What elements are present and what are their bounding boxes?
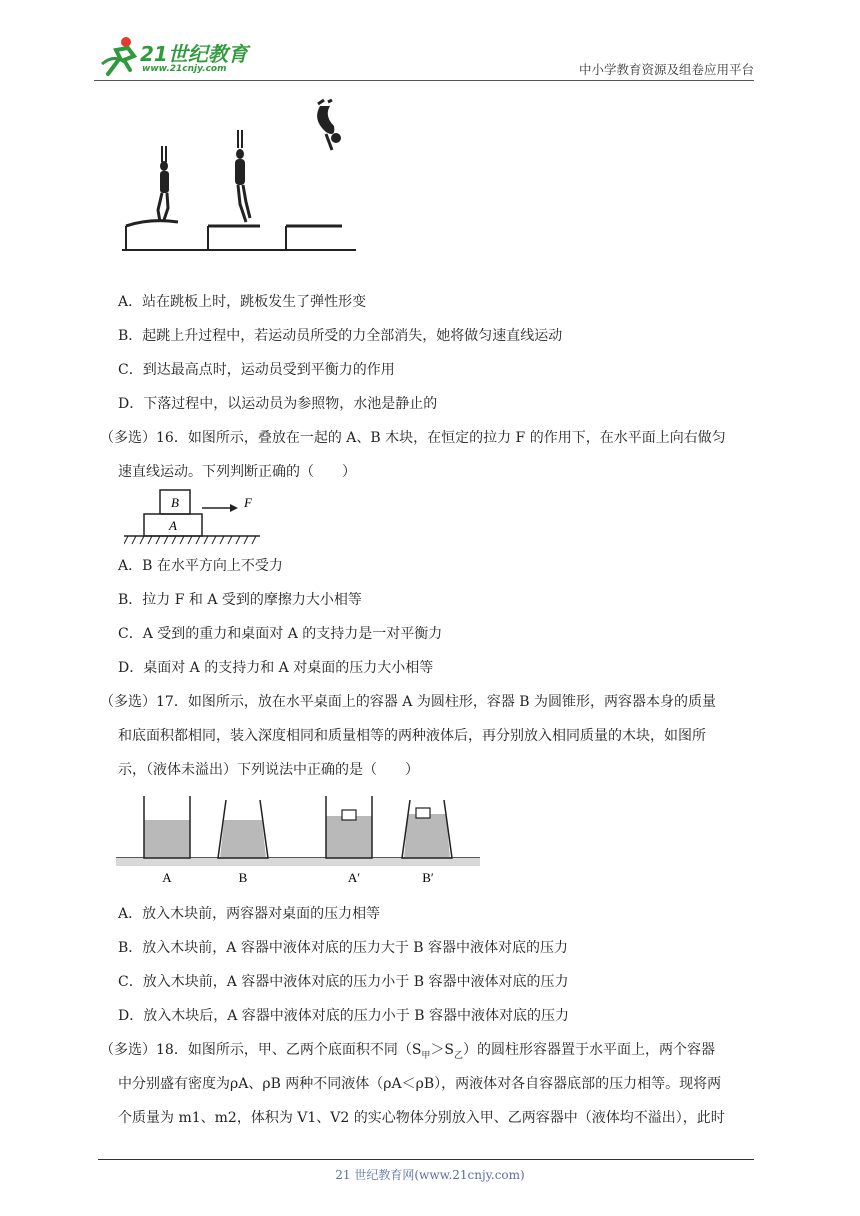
container-b-label: B <box>238 870 248 885</box>
q16-stem-line1: （多选）16．如图所示，叠放在一起的 A、B 木块，在恒定的拉力 F 的作用下，在水平面上向右做匀 <box>100 430 726 446</box>
q17-option-b: B．放入木块前，A 容器中液体对底的压力大于 B 容器中液体对底的压力 <box>118 940 569 956</box>
diving-figure <box>120 98 360 254</box>
block-b-label: B <box>171 495 179 510</box>
container-a-label: A <box>162 870 172 885</box>
q18-line1-a: （多选）18．如图所示，甲、乙两个底面积不同（S <box>100 1042 422 1058</box>
q15-option-d: D．下落过程中，以运动员为参照物，水池是静止的 <box>118 396 438 412</box>
q16-option-b: B．拉力 F 和 A 受到的摩擦力大小相等 <box>118 592 362 608</box>
header-divider <box>94 80 754 81</box>
q17-option-c: C．放入木块前，A 容器中液体对底的压力小于 B 容器中液体对底的压力 <box>118 974 569 990</box>
q17-option-a: A．放入木块前，两容器对桌面的压力相等 <box>118 906 381 922</box>
q17-stem-line3: 示，（液体未溢出）下列说法中正确的是（ ） <box>118 762 419 778</box>
q15-option-b: B．起跳上升过程中，若运动员所受的力全部消失，她将做匀速直线运动 <box>118 328 563 344</box>
q15-option-a: A．站在跳板上时，跳板发生了弹性形变 <box>118 294 367 310</box>
q18-stem-line2: 中分别盛有密度为ρA、ρB 两种不同液体（ρA＜ρB），两液体对各自容器底部的压力相等。现将两 <box>118 1076 722 1092</box>
block-figure <box>124 488 264 546</box>
q17-stem-line2: 和底面积都相同，装入深度相同和质量相等的两种液体后，再分别放入相同质量的木块，如图所 <box>118 728 706 744</box>
block-a-label: A <box>169 518 177 533</box>
q18-line1-sub1: 甲 <box>421 1050 431 1061</box>
logo-text: 21世纪教育 <box>140 42 248 66</box>
q18-stem-line1 <box>100 1040 715 1066</box>
container-a-prime-label: A′ <box>347 870 361 885</box>
q16-stem-line2: 速直线运动。下列判断正确的（ ） <box>118 464 356 480</box>
q17-option-d: D．放入木块后，A 容器中液体对底的压力小于 B 容器中液体对底的压力 <box>118 1008 569 1024</box>
q15-option-c: C．到达最高点时，运动员受到平衡力的作用 <box>118 362 395 378</box>
q16-option-c: C．A 受到的重力和桌面对 A 的支持力是一对平衡力 <box>118 626 443 642</box>
footer-text: 21 世纪教育网(www.21cnjy.com) <box>335 1168 525 1182</box>
containers-figure <box>116 794 482 890</box>
q18-line1-sub2: 乙 <box>454 1050 464 1061</box>
site-logo <box>94 34 264 80</box>
force-f-label: F <box>244 495 252 510</box>
container-b-prime-label: B′ <box>422 870 434 885</box>
q18-line1-c: ）的圆柱形容器置于水平面上，两个容器 <box>463 1042 716 1058</box>
q16-option-a: A．B 在水平方向上不受力 <box>118 558 283 574</box>
logo-url: www.21cnjy.com <box>142 64 227 74</box>
q16-option-d: D．桌面对 A 的支持力和 A 对桌面的压力大小相等 <box>118 660 434 676</box>
q18-stem-line3: 个质量为 m1、m2，体积为 V1、V2 的实心物体分别放入甲、乙两容器中（液体均不溢出），此时 <box>118 1110 725 1126</box>
q18-line1-b: ＞S <box>430 1042 455 1058</box>
header-platform-text: 中小学教育资源及组卷应用平台 <box>578 62 754 77</box>
q17-stem-line1: （多选）17．如图所示，放在水平桌面上的容器 A 为圆柱形，容器 B 为圆锥形，两容器本身的质量 <box>100 694 717 710</box>
footer-divider <box>98 1159 754 1160</box>
